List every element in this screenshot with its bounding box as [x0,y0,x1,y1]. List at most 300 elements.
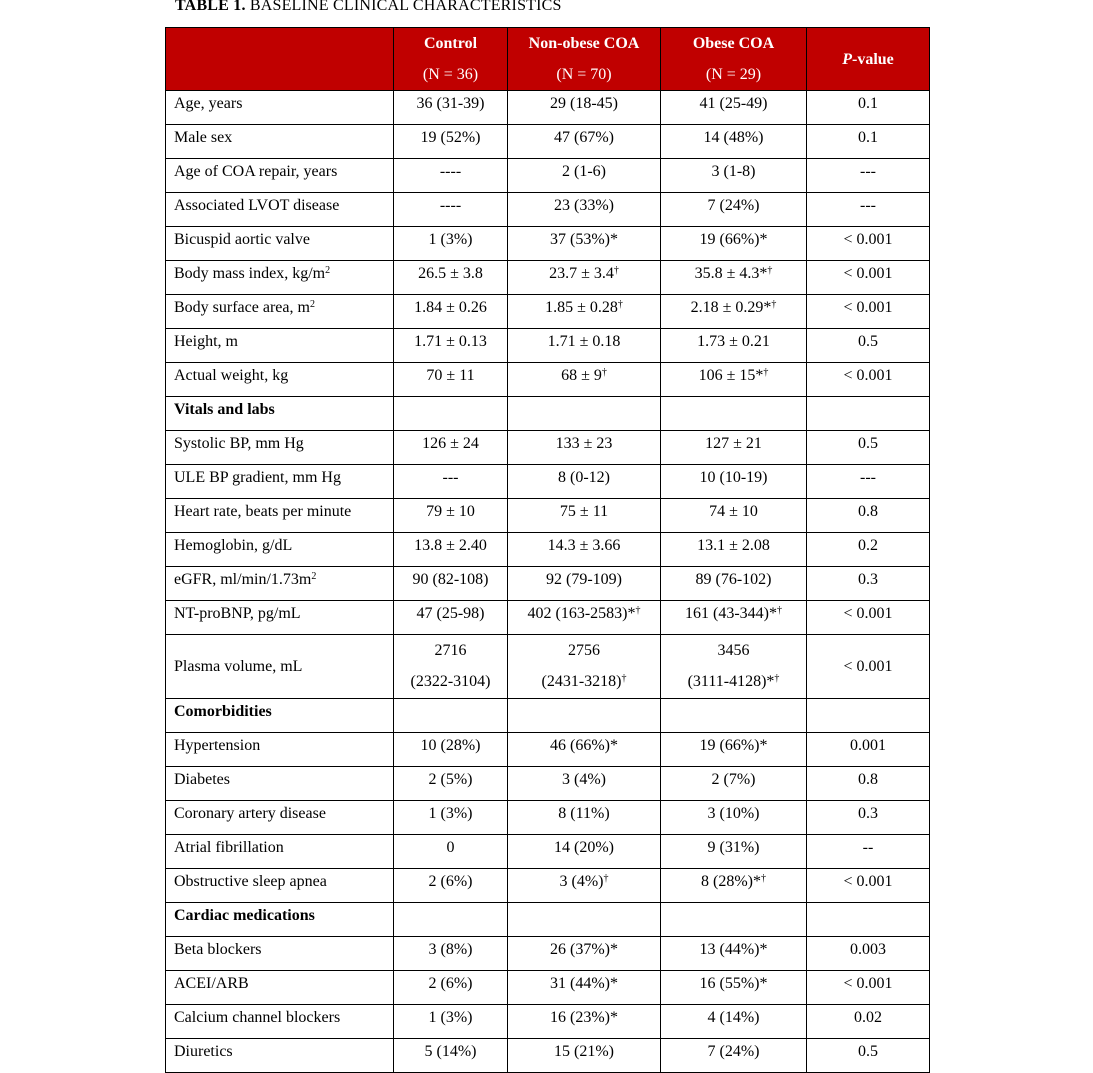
cell-control [394,125,508,159]
cell-nonobese-value: 31 (44%)* [550,975,618,992]
cell-nonobese [508,295,661,329]
cell-obese-value: 10 (10-19) [699,469,768,486]
cell-obese [661,835,807,869]
cell-obese [661,635,807,699]
empty-cell [508,397,661,431]
row-label: Plasma volume, mL [174,657,303,675]
cell-nonobese-value: 402 (163-2583)* [527,605,636,622]
cell-nonobese-value: 3 (4%) [562,771,606,788]
row-label-cell [166,91,394,125]
row-label: NT-proBNP, pg/mL [174,605,301,622]
row-label-cell [166,733,394,767]
cell-nonobese [508,835,661,869]
header-p-value [807,28,930,91]
row-label-cell [166,533,394,567]
cell-nonobese [508,125,661,159]
dagger-superscript: † [603,873,609,884]
header-row [166,28,930,91]
empty-cell [807,903,930,937]
row-label: Vitals and labs [174,401,275,418]
cell-p-value: 0.5 [807,1039,930,1073]
cell-control-value: 36 (31-39) [416,95,485,112]
row-label-cell [166,431,394,465]
cell-control [394,971,508,1005]
cell-obese-value: 8 (28%)* [701,873,761,890]
dagger-superscript: † [635,605,641,616]
header-control-name: Control [423,35,478,52]
row-label-cell [166,499,394,533]
row-label-cell [166,937,394,971]
cell-nonobese-value: 1.71 ± 0.18 [547,333,621,350]
cell-control [394,869,508,903]
cell-control-value: 126 ± 24 [422,435,479,452]
dagger-superscript: † [763,367,769,378]
cell-obese [661,1039,807,1073]
table-row [166,159,930,193]
row-label: Diuretics [174,1043,233,1060]
empty-cell [508,699,661,733]
cell-control [394,295,508,329]
row-label: Hemoglobin, g/dL [174,537,293,554]
cell-nonobese-value: 8 (11%) [558,805,610,822]
table-row [166,499,930,533]
cell-control-value: 10 (28%) [420,737,481,754]
cell-obese-value: 19 (66%)* [699,737,768,754]
row-label: Associated LVOT disease [174,197,340,214]
cell-control-value: 2 (6%) [428,975,473,992]
cell-nonobese [508,193,661,227]
cell-nonobese [508,1005,661,1039]
cell-nonobese [508,971,661,1005]
row-label: Actual weight, kg [174,367,289,384]
section-heading [166,903,394,937]
cell-nonobese [508,363,661,397]
row-label-cell [166,767,394,801]
cell-control [394,499,508,533]
cell-nonobese [508,533,661,567]
cell-p-value: 0.02 [807,1005,930,1039]
table-row [166,91,930,125]
cell-nonobese-value: 15 (21%) [554,1043,614,1060]
row-label: ACEI/ARB [174,975,249,992]
dagger-superscript: † [760,873,766,884]
cell-p-value: -- [807,835,930,869]
dagger-superscript: † [613,265,619,276]
cell-nonobese [508,733,661,767]
cell-nonobese [508,767,661,801]
cell-nonobese [508,801,661,835]
table-row [166,971,930,1005]
cell-nonobese-value: 1.85 ± 0.28 [545,299,618,316]
cell-control-value: 1.84 ± 0.26 [414,299,487,316]
row-label: Calcium channel blockers [174,1009,341,1026]
row-label-cell [166,261,394,295]
cell-p-value: < 0.001 [807,227,930,261]
row-label-cell [166,971,394,1005]
cell-control [394,937,508,971]
table-row [166,329,930,363]
row-label-cell [166,227,394,261]
cell-obese [661,431,807,465]
row-label-superscript: 2 [311,571,317,582]
table-row [166,125,930,159]
cell-obese [661,801,807,835]
cell-obese [661,125,807,159]
cell-control-value: 2 (6%) [428,873,473,890]
dagger-superscript: † [771,299,777,310]
row-label-cell [166,567,394,601]
cell-obese [661,733,807,767]
cell-p-value: 0.2 [807,533,930,567]
header-obese-n: (N = 29) [705,66,762,83]
row-label-cell [166,193,394,227]
cell-control [394,835,508,869]
row-label-cell [166,159,394,193]
cell-control-value: ---- [439,197,462,214]
cell-control-value: 1 (3%) [428,805,473,822]
header-nonobese-coa [508,28,661,91]
cell-nonobese-value: 75 ± 11 [559,503,609,520]
table-row [166,1005,930,1039]
empty-cell [807,699,930,733]
cell-obese [661,1005,807,1039]
cell-obese [661,295,807,329]
cell-nonobese-value: 23.7 ± 3.4 [549,265,614,282]
cell-control-range-text: (2322-3104) [410,673,491,690]
empty-cell [394,699,508,733]
dagger-superscript: † [776,605,782,616]
header-nonobese-name: Non-obese COA [528,35,640,52]
cell-obese-value: 74 ± 10 [709,503,758,520]
cell-nonobese-value: 29 (18-45) [550,95,618,112]
table-row [166,193,930,227]
cell-nonobese-range-text: (2431-3218) [541,673,622,690]
cell-control [394,533,508,567]
row-label: Hypertension [174,737,261,754]
cell-control [394,801,508,835]
cell-control [394,261,508,295]
cell-p-value: < 0.001 [807,971,930,1005]
table-row [166,465,930,499]
row-label: Comorbidities [174,703,272,720]
cell-nonobese-value: 68 ± 9 [561,367,602,384]
cell-control-value: 3 (8%) [428,941,473,958]
cell-p-value: < 0.001 [807,295,930,329]
cell-nonobese [508,601,661,635]
dagger-superscript: † [621,673,627,684]
cell-obese-range [661,666,806,697]
empty-cell [661,397,807,431]
cell-p-value: 0.1 [807,91,930,125]
cell-control-value: 79 ± 10 [426,503,475,520]
cell-nonobese [508,261,661,295]
table-row [166,431,930,465]
cell-nonobese [508,159,661,193]
table-row [166,1039,930,1073]
cell-control-median: 2716 [434,642,467,659]
table-row [166,635,930,699]
cell-control [394,1039,508,1073]
cell-p-value: 0.3 [807,801,930,835]
cell-obese-value: 2 (7%) [711,771,756,788]
cell-control [394,431,508,465]
table-row [166,801,930,835]
empty-cell [661,903,807,937]
header-obese-name: Obese COA [692,35,775,52]
cell-control-value: 26.5 ± 3.8 [418,265,483,282]
row-label: Cardiac medications [174,907,315,924]
row-label: eGFR, ml/min/1.73m [174,571,312,588]
dagger-superscript: † [617,299,623,310]
dagger-superscript: † [601,367,607,378]
table-caption [175,0,562,16]
row-label: Age, years [174,95,243,112]
cell-p-value: 0.3 [807,567,930,601]
cell-control-range [394,666,507,697]
cell-obese-range-text: (3111-4128)* [687,673,775,690]
cell-control [394,1005,508,1039]
cell-control [394,329,508,363]
header-obese-coa [661,28,807,91]
table-row [166,767,930,801]
cell-obese [661,767,807,801]
cell-obese-value: 9 (31%) [707,839,760,856]
cell-nonobese [508,567,661,601]
section-row [166,903,930,937]
cell-control-value: 1 (3%) [428,1009,473,1026]
row-label: Male sex [174,129,233,146]
cell-obese [661,91,807,125]
row-label: Bicuspid aortic valve [174,231,310,248]
cell-obese-value: 7 (24%) [707,197,760,214]
cell-control-value: 1.71 ± 0.13 [414,333,487,350]
dagger-superscript: † [774,673,780,684]
baseline-characteristics-table [165,27,930,1073]
cell-obese-value: 3 (10%) [707,805,760,822]
row-label: Beta blockers [174,941,262,958]
row-label-cell [166,869,394,903]
row-label: ULE BP gradient, mm Hg [174,469,341,486]
cell-control [394,91,508,125]
cell-p-value: 0.003 [807,937,930,971]
section-row [166,699,930,733]
row-label: Diabetes [174,771,230,788]
cell-obese [661,193,807,227]
cell-p-value: < 0.001 [807,635,930,699]
table-row [166,601,930,635]
table-row [166,295,930,329]
header-control [394,28,508,91]
cell-nonobese-value: 8 (0-12) [558,469,610,486]
cell-obese [661,533,807,567]
table-row [166,533,930,567]
cell-obese [661,227,807,261]
cell-nonobese-value: 2 (1-6) [562,163,606,180]
cell-control-value: 70 ± 11 [426,367,475,384]
cell-obese-value: 13.1 ± 2.08 [697,537,770,554]
table-body [166,91,930,1073]
table-caption-label: TABLE 1. [175,0,246,14]
cell-p-value: --- [807,159,930,193]
header-control-n: (N = 36) [422,66,479,83]
table-header [166,28,930,91]
table-row [166,835,930,869]
section-heading [166,699,394,733]
cell-obese-value: 14 (48%) [703,129,764,146]
cell-nonobese-value: 47 (67%) [554,129,614,146]
cell-obese-value: 89 (76-102) [695,571,772,588]
cell-control [394,733,508,767]
cell-nonobese-value: 26 (37%)* [550,941,618,958]
cell-control [394,159,508,193]
cell-nonobese [508,635,661,699]
cell-control [394,767,508,801]
cell-obese-value: 3 (1-8) [711,163,756,180]
cell-control-value: 0 [446,839,455,856]
cell-obese [661,869,807,903]
cell-obese [661,937,807,971]
cell-nonobese-value: 37 (53%)* [550,231,618,248]
table-row [166,261,930,295]
cell-control-value: --- [442,469,459,486]
cell-nonobese [508,937,661,971]
cell-obese-value: 1.73 ± 0.21 [697,333,770,350]
row-label: Body surface area, m [174,299,310,316]
cell-nonobese-value: 92 (79-109) [546,571,622,588]
cell-control-value: 2 (5%) [428,771,473,788]
cell-nonobese-value: 23 (33%) [554,197,614,214]
cell-p-value: 0.8 [807,499,930,533]
cell-obese-value: 106 ± 15* [698,367,764,384]
empty-cell [394,903,508,937]
header-nonobese-n: (N = 70) [556,66,612,83]
cell-control [394,227,508,261]
row-label-cell [166,835,394,869]
cell-p-value: --- [807,465,930,499]
cell-control-value: 1 (3%) [428,231,473,248]
cell-nonobese [508,869,661,903]
cell-nonobese [508,499,661,533]
cell-obese [661,261,807,295]
cell-obese-value: 35.8 ± 4.3* [694,265,768,282]
cell-nonobese [508,329,661,363]
empty-cell [807,397,930,431]
row-label-cell [166,329,394,363]
row-label-cell [166,465,394,499]
table-row [166,937,930,971]
row-label-cell [166,125,394,159]
cell-obese-median: 3456 [717,642,750,659]
cell-control [394,193,508,227]
cell-nonobese-value: 46 (66%)* [550,737,618,754]
cell-nonobese-value: 133 ± 23 [555,435,613,452]
cell-obese [661,159,807,193]
row-label: Heart rate, beats per minute [174,503,352,520]
cell-control [394,363,508,397]
empty-cell [508,903,661,937]
header-p-italic: P [842,50,852,68]
cell-obese-value: 41 (25-49) [699,95,768,112]
row-label-superscript: 2 [309,299,315,310]
cell-control-value: 19 (52%) [420,129,481,146]
row-label-cell [166,635,394,699]
table-row [166,733,930,767]
section-heading [166,397,394,431]
cell-obese [661,971,807,1005]
cell-p-value: 0.1 [807,125,930,159]
cell-p-value: < 0.001 [807,601,930,635]
cell-obese [661,567,807,601]
cell-obese-value: 161 (43-344)* [685,605,777,622]
cell-obese-value: 4 (14%) [707,1009,760,1026]
row-label-cell [166,1039,394,1073]
section-row [166,397,930,431]
cell-nonobese [508,91,661,125]
cell-nonobese-value: 3 (4%) [559,873,604,890]
cell-p-value: 0.5 [807,431,930,465]
header-empty-cell [166,28,394,91]
cell-obese [661,465,807,499]
cell-obese-value: 16 (55%)* [699,975,768,992]
cell-nonobese [508,431,661,465]
row-label: Body mass index, kg/m [174,265,326,282]
cell-obese [661,329,807,363]
cell-control-value: 90 (82-108) [412,571,489,588]
table-row [166,227,930,261]
cell-nonobese [508,465,661,499]
cell-p-value: < 0.001 [807,363,930,397]
cell-control [394,635,508,699]
cell-control-value: 47 (25-98) [416,605,485,622]
cell-obese [661,363,807,397]
cell-nonobese [508,1039,661,1073]
cell-nonobese-value: 14 (20%) [554,839,614,856]
dagger-superscript: † [767,265,773,276]
cell-nonobese-value: 14.3 ± 3.66 [547,537,621,554]
table-row [166,567,930,601]
cell-control [394,567,508,601]
cell-control-value: 13.8 ± 2.40 [414,537,487,554]
cell-control [394,601,508,635]
row-label: Obstructive sleep apnea [174,873,327,890]
cell-p-value: < 0.001 [807,869,930,903]
cell-p-value: < 0.001 [807,261,930,295]
header-p-rest: -value [852,50,894,68]
table-row [166,363,930,397]
cell-control-value: ---- [439,163,462,180]
row-label-cell [166,601,394,635]
cell-obese-value: 13 (44%)* [699,941,768,958]
row-label: Coronary artery disease [174,805,326,822]
cell-obese [661,499,807,533]
cell-p-value: 0.5 [807,329,930,363]
empty-cell [394,397,508,431]
cell-obese-value: 19 (66%)* [699,231,768,248]
cell-p-value: 0.001 [807,733,930,767]
empty-cell [661,699,807,733]
cell-nonobese [508,227,661,261]
row-label: Systolic BP, mm Hg [174,435,304,452]
row-label-cell [166,363,394,397]
row-label: Height, m [174,333,238,350]
cell-p-value: --- [807,193,930,227]
row-label: Age of COA repair, years [174,163,338,180]
row-label: Atrial fibrillation [174,839,284,856]
cell-obese-value: 2.18 ± 0.29* [690,299,772,316]
table-caption-title: BASELINE CLINICAL CHARACTERISTICS [245,0,562,14]
row-label-cell [166,1005,394,1039]
table-row [166,869,930,903]
